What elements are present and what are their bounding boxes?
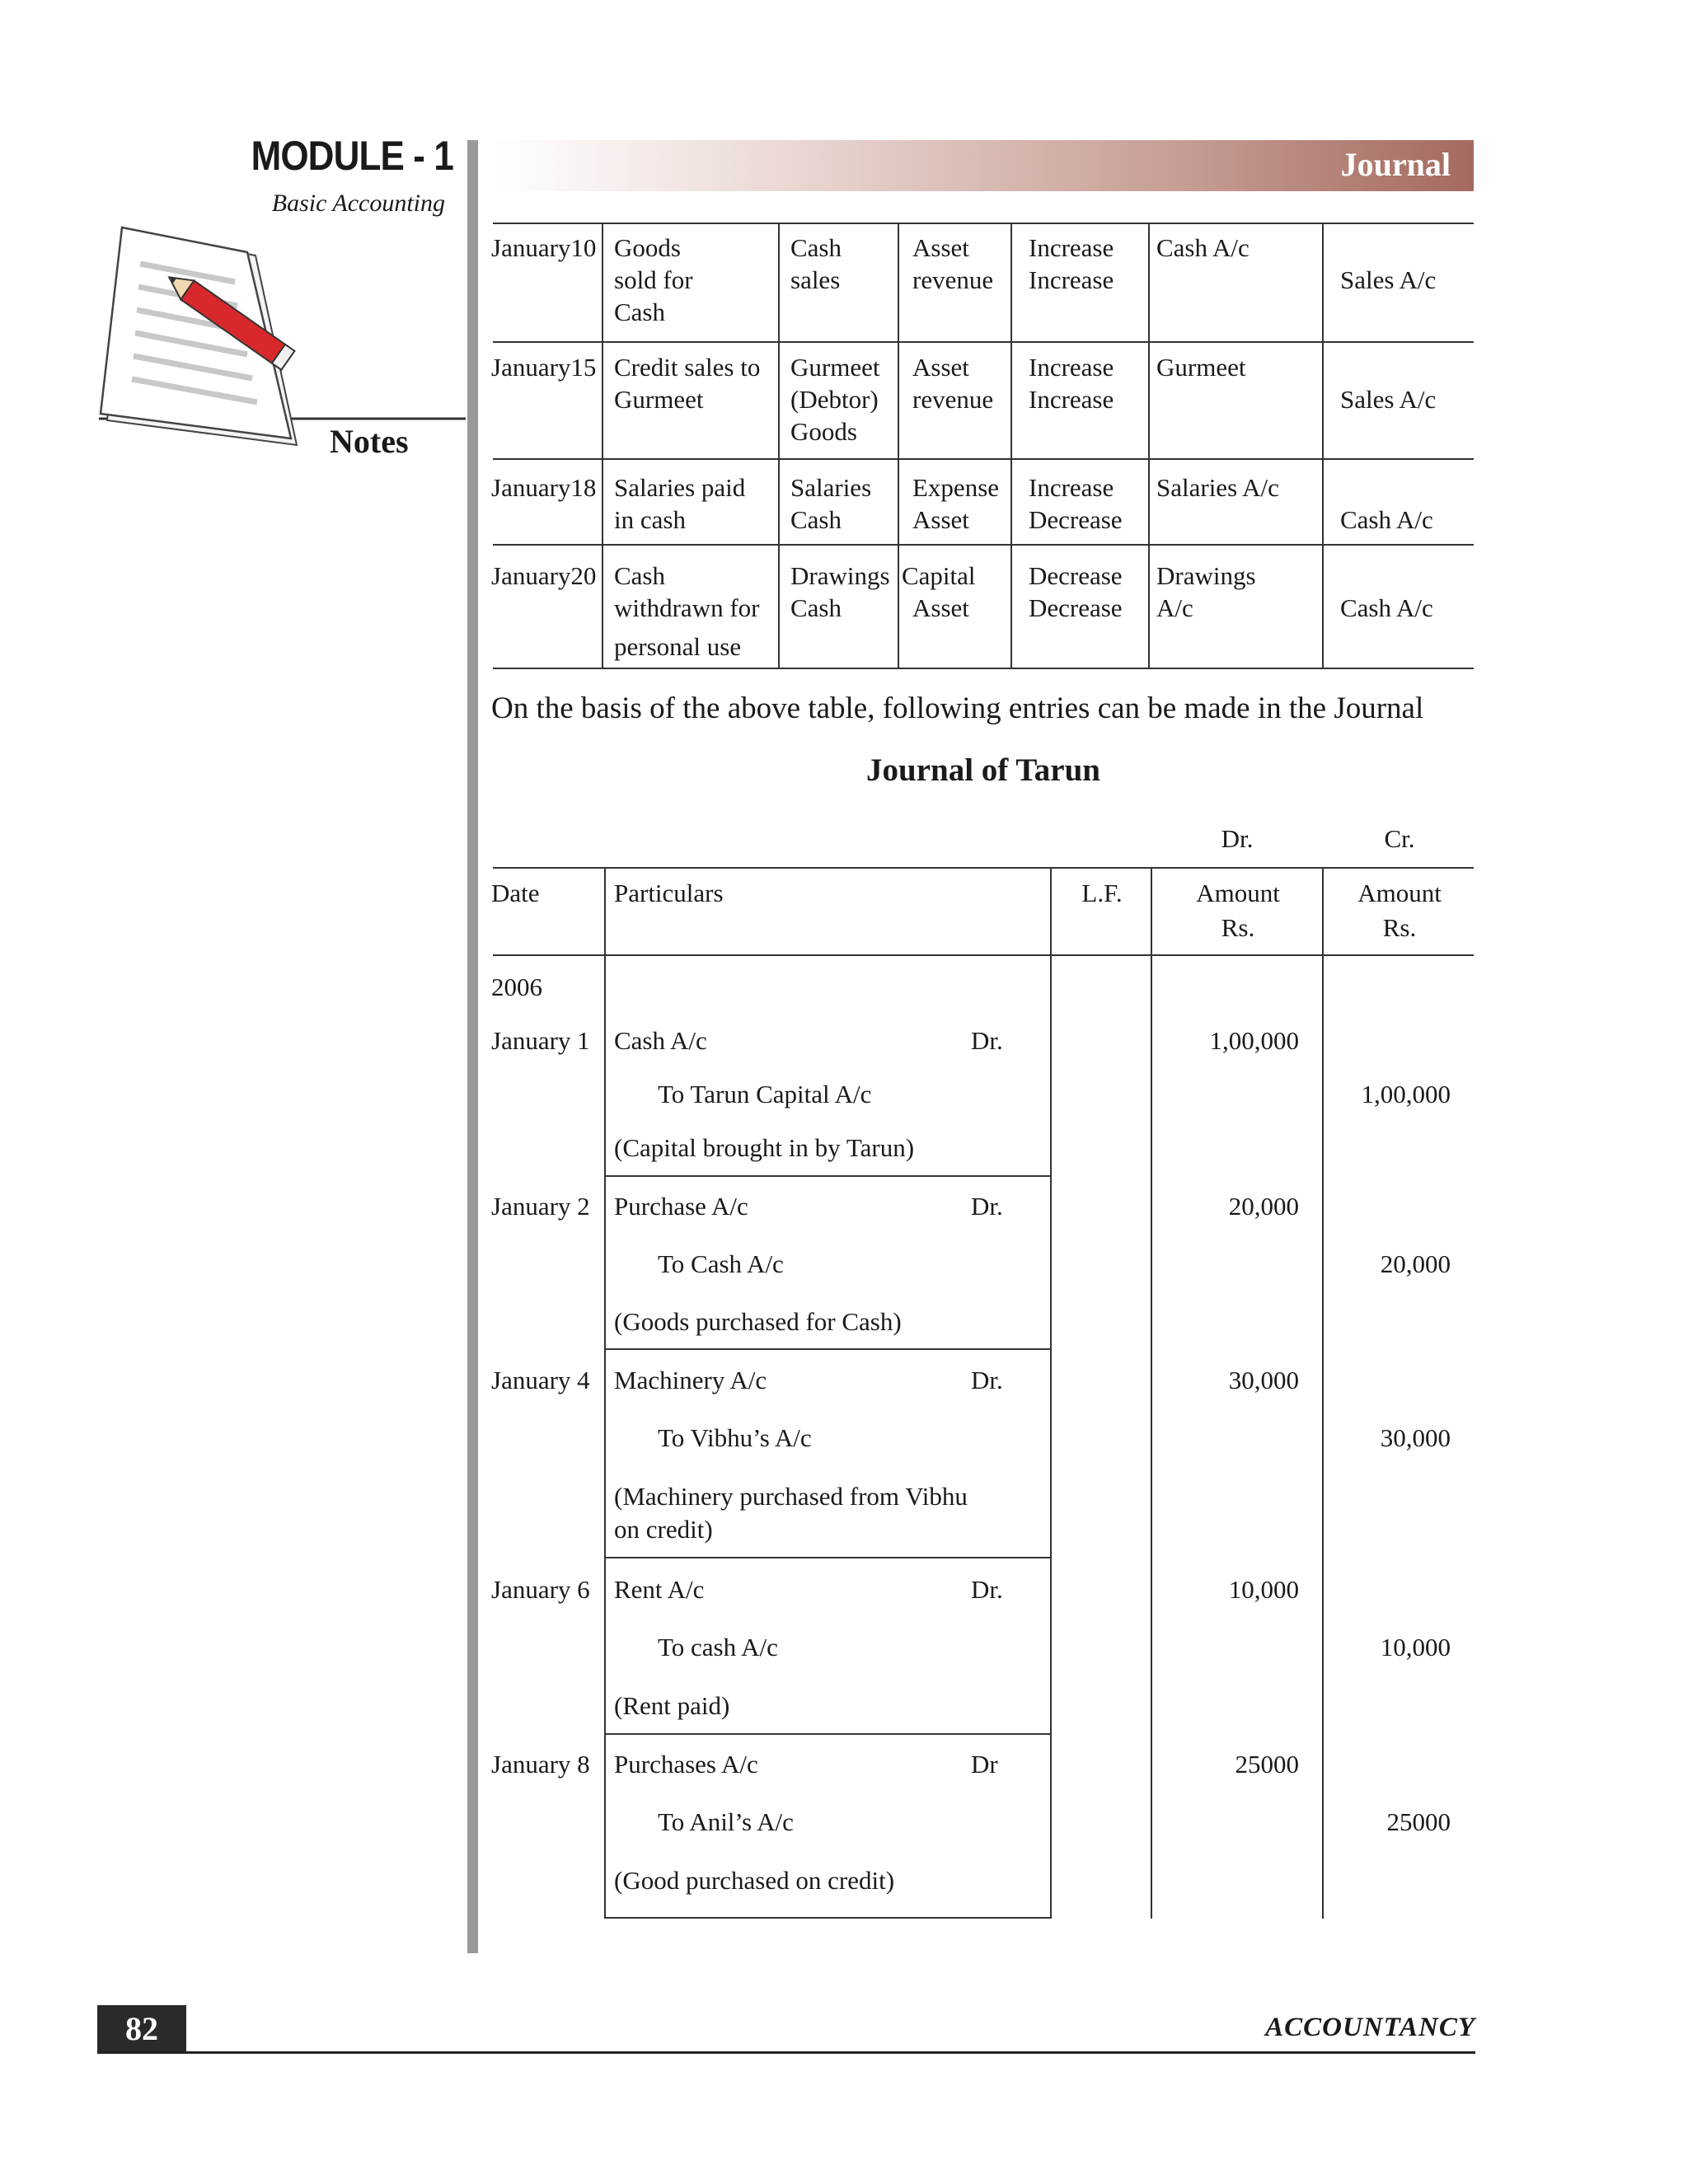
credit-amount: 30,000 <box>1380 1423 1451 1452</box>
section-header-band <box>493 140 1474 191</box>
credit-account: To Tarun Capital A/c <box>658 1080 872 1108</box>
dr-marker: Dr. <box>971 1366 1003 1394</box>
credit-amount: 25000 <box>1386 1807 1451 1836</box>
narration: (Machinery purchased from Vibhu <box>614 1482 968 1511</box>
transaction-line: in cash <box>614 505 686 534</box>
credit-account: Cash A/c <box>1340 593 1433 622</box>
module-title: MODULE - 1 <box>251 133 453 179</box>
debit-account: Gurmeet <box>1156 353 1246 382</box>
col-lf: L.F. <box>1081 879 1123 907</box>
credit-account: Sales A/c <box>1340 385 1437 414</box>
effect-line: Increase <box>1029 353 1114 382</box>
col-dr-amount: Amount <box>1196 879 1280 907</box>
effect-line: Decrease <box>1029 593 1123 622</box>
transaction-line: Cash <box>614 298 665 326</box>
narration: (Good purchased on credit) <box>614 1866 895 1895</box>
narration: (Rent paid) <box>614 1691 730 1720</box>
type-line: Asset <box>912 593 969 622</box>
footer-rule <box>97 2051 1475 2054</box>
debit-amount: 30,000 <box>1228 1366 1299 1394</box>
entry-date: January 4 <box>491 1366 590 1394</box>
account-line: Gurmeet <box>790 353 880 382</box>
entry-date: January 8 <box>491 1750 590 1779</box>
dr-marker: Dr. <box>971 1026 1003 1055</box>
entry-date: January 1 <box>491 1026 590 1055</box>
account-line: Cash <box>790 593 842 622</box>
book-title: ACCOUNTANCY <box>1265 2013 1475 2042</box>
account-line: Cash <box>790 233 842 262</box>
debit-account: Cash A/c <box>1156 233 1250 262</box>
transaction-line: Cash <box>614 561 665 590</box>
narration: (Capital brought in by Tarun) <box>614 1133 915 1162</box>
row-date: January15 <box>491 353 597 382</box>
debit-account: Cash A/c <box>614 1026 707 1055</box>
transaction-line: withdrawn for <box>614 593 760 622</box>
debit-amount: 10,000 <box>1228 1575 1299 1604</box>
type-line: revenue <box>912 385 994 414</box>
account-line: Cash <box>790 505 842 534</box>
dr-marker: Dr. <box>971 1575 1003 1604</box>
credit-account: To Vibhu’s A/c <box>658 1423 812 1452</box>
narration: (Goods purchased for Cash) <box>614 1307 902 1336</box>
credit-amount: 10,000 <box>1380 1633 1451 1661</box>
col-cr-amount: Amount <box>1357 879 1442 907</box>
debit-account: Purchases A/c <box>614 1750 758 1779</box>
effect-line: Increase <box>1029 233 1114 262</box>
section-title: Journal <box>1340 146 1451 183</box>
transaction-line: Gurmeet <box>614 385 704 414</box>
credit-account: To cash A/c <box>658 1633 778 1661</box>
credit-amount: 1,00,000 <box>1361 1080 1451 1108</box>
debit-account: Salaries A/c <box>1156 473 1279 502</box>
effect-line: Decrease <box>1029 561 1123 590</box>
credit-amount: 20,000 <box>1380 1249 1451 1278</box>
account-line: (Debtor) <box>790 385 879 414</box>
journal-title: Journal of Tarun <box>866 752 1100 788</box>
effect-line: Decrease <box>1029 505 1123 534</box>
account-line: sales <box>790 265 841 294</box>
credit-account: To Cash A/c <box>658 1249 784 1278</box>
notes-pencil-icon <box>91 223 478 462</box>
debit-account: Purchase A/c <box>614 1192 748 1221</box>
effect-line: Increase <box>1029 473 1114 502</box>
type-line: Asset <box>912 233 969 262</box>
account-line: Drawings <box>790 561 890 590</box>
notes-label: Notes <box>330 423 409 460</box>
type-line: Asset <box>912 353 969 382</box>
debit-amount: 25000 <box>1235 1750 1299 1779</box>
entry-date: January 6 <box>491 1575 590 1604</box>
debit-account: Rent A/c <box>614 1575 705 1604</box>
debit-amount: 1,00,000 <box>1209 1026 1299 1055</box>
dr-marker: Dr <box>971 1750 998 1779</box>
row-date: January10 <box>491 233 597 262</box>
entry-date: January 2 <box>491 1192 590 1221</box>
type-line: Expense <box>912 473 1000 502</box>
col-date: Date <box>491 879 540 907</box>
effect-line: Increase <box>1029 265 1114 294</box>
credit-account: Cash A/c <box>1340 505 1433 534</box>
debit-amount: 20,000 <box>1228 1192 1299 1221</box>
module-subtitle: Basic Accounting <box>271 190 445 217</box>
transaction-line: personal use <box>614 632 742 661</box>
col-dr-rs: Rs. <box>1221 913 1255 942</box>
debit-account: Drawings <box>1156 561 1256 590</box>
debit-account: A/c <box>1156 593 1193 622</box>
type-line: Asset <box>912 505 969 534</box>
cr-label: Cr. <box>1384 824 1415 853</box>
transaction-line: Salaries paid <box>614 473 746 502</box>
margin-divider <box>467 140 478 1953</box>
debit-account: Machinery A/c <box>614 1366 767 1394</box>
type-line: Capital <box>902 561 976 590</box>
transaction-line: sold for <box>614 265 693 294</box>
transaction-line: Credit sales to <box>614 353 761 382</box>
dr-label: Dr. <box>1221 824 1254 853</box>
col-particulars: Particulars <box>614 879 724 907</box>
page-number: 82 <box>97 2005 186 2053</box>
transaction-line: Goods <box>614 233 681 262</box>
account-line: Salaries <box>790 473 872 502</box>
intro-paragraph: On the basis of the above table, following entries can be made in the Journal <box>491 691 1424 725</box>
row-date: January18 <box>491 473 597 502</box>
account-line: Goods <box>790 417 857 446</box>
col-cr-rs: Rs. <box>1382 913 1417 942</box>
row-date: January20 <box>491 561 597 590</box>
credit-account: To Anil’s A/c <box>658 1807 794 1836</box>
narration: on credit) <box>614 1515 713 1544</box>
journal-year: 2006 <box>491 972 542 1001</box>
type-line: revenue <box>912 265 994 294</box>
effect-line: Increase <box>1029 385 1114 414</box>
dr-marker: Dr. <box>971 1192 1003 1221</box>
credit-account: Sales A/c <box>1340 265 1437 294</box>
